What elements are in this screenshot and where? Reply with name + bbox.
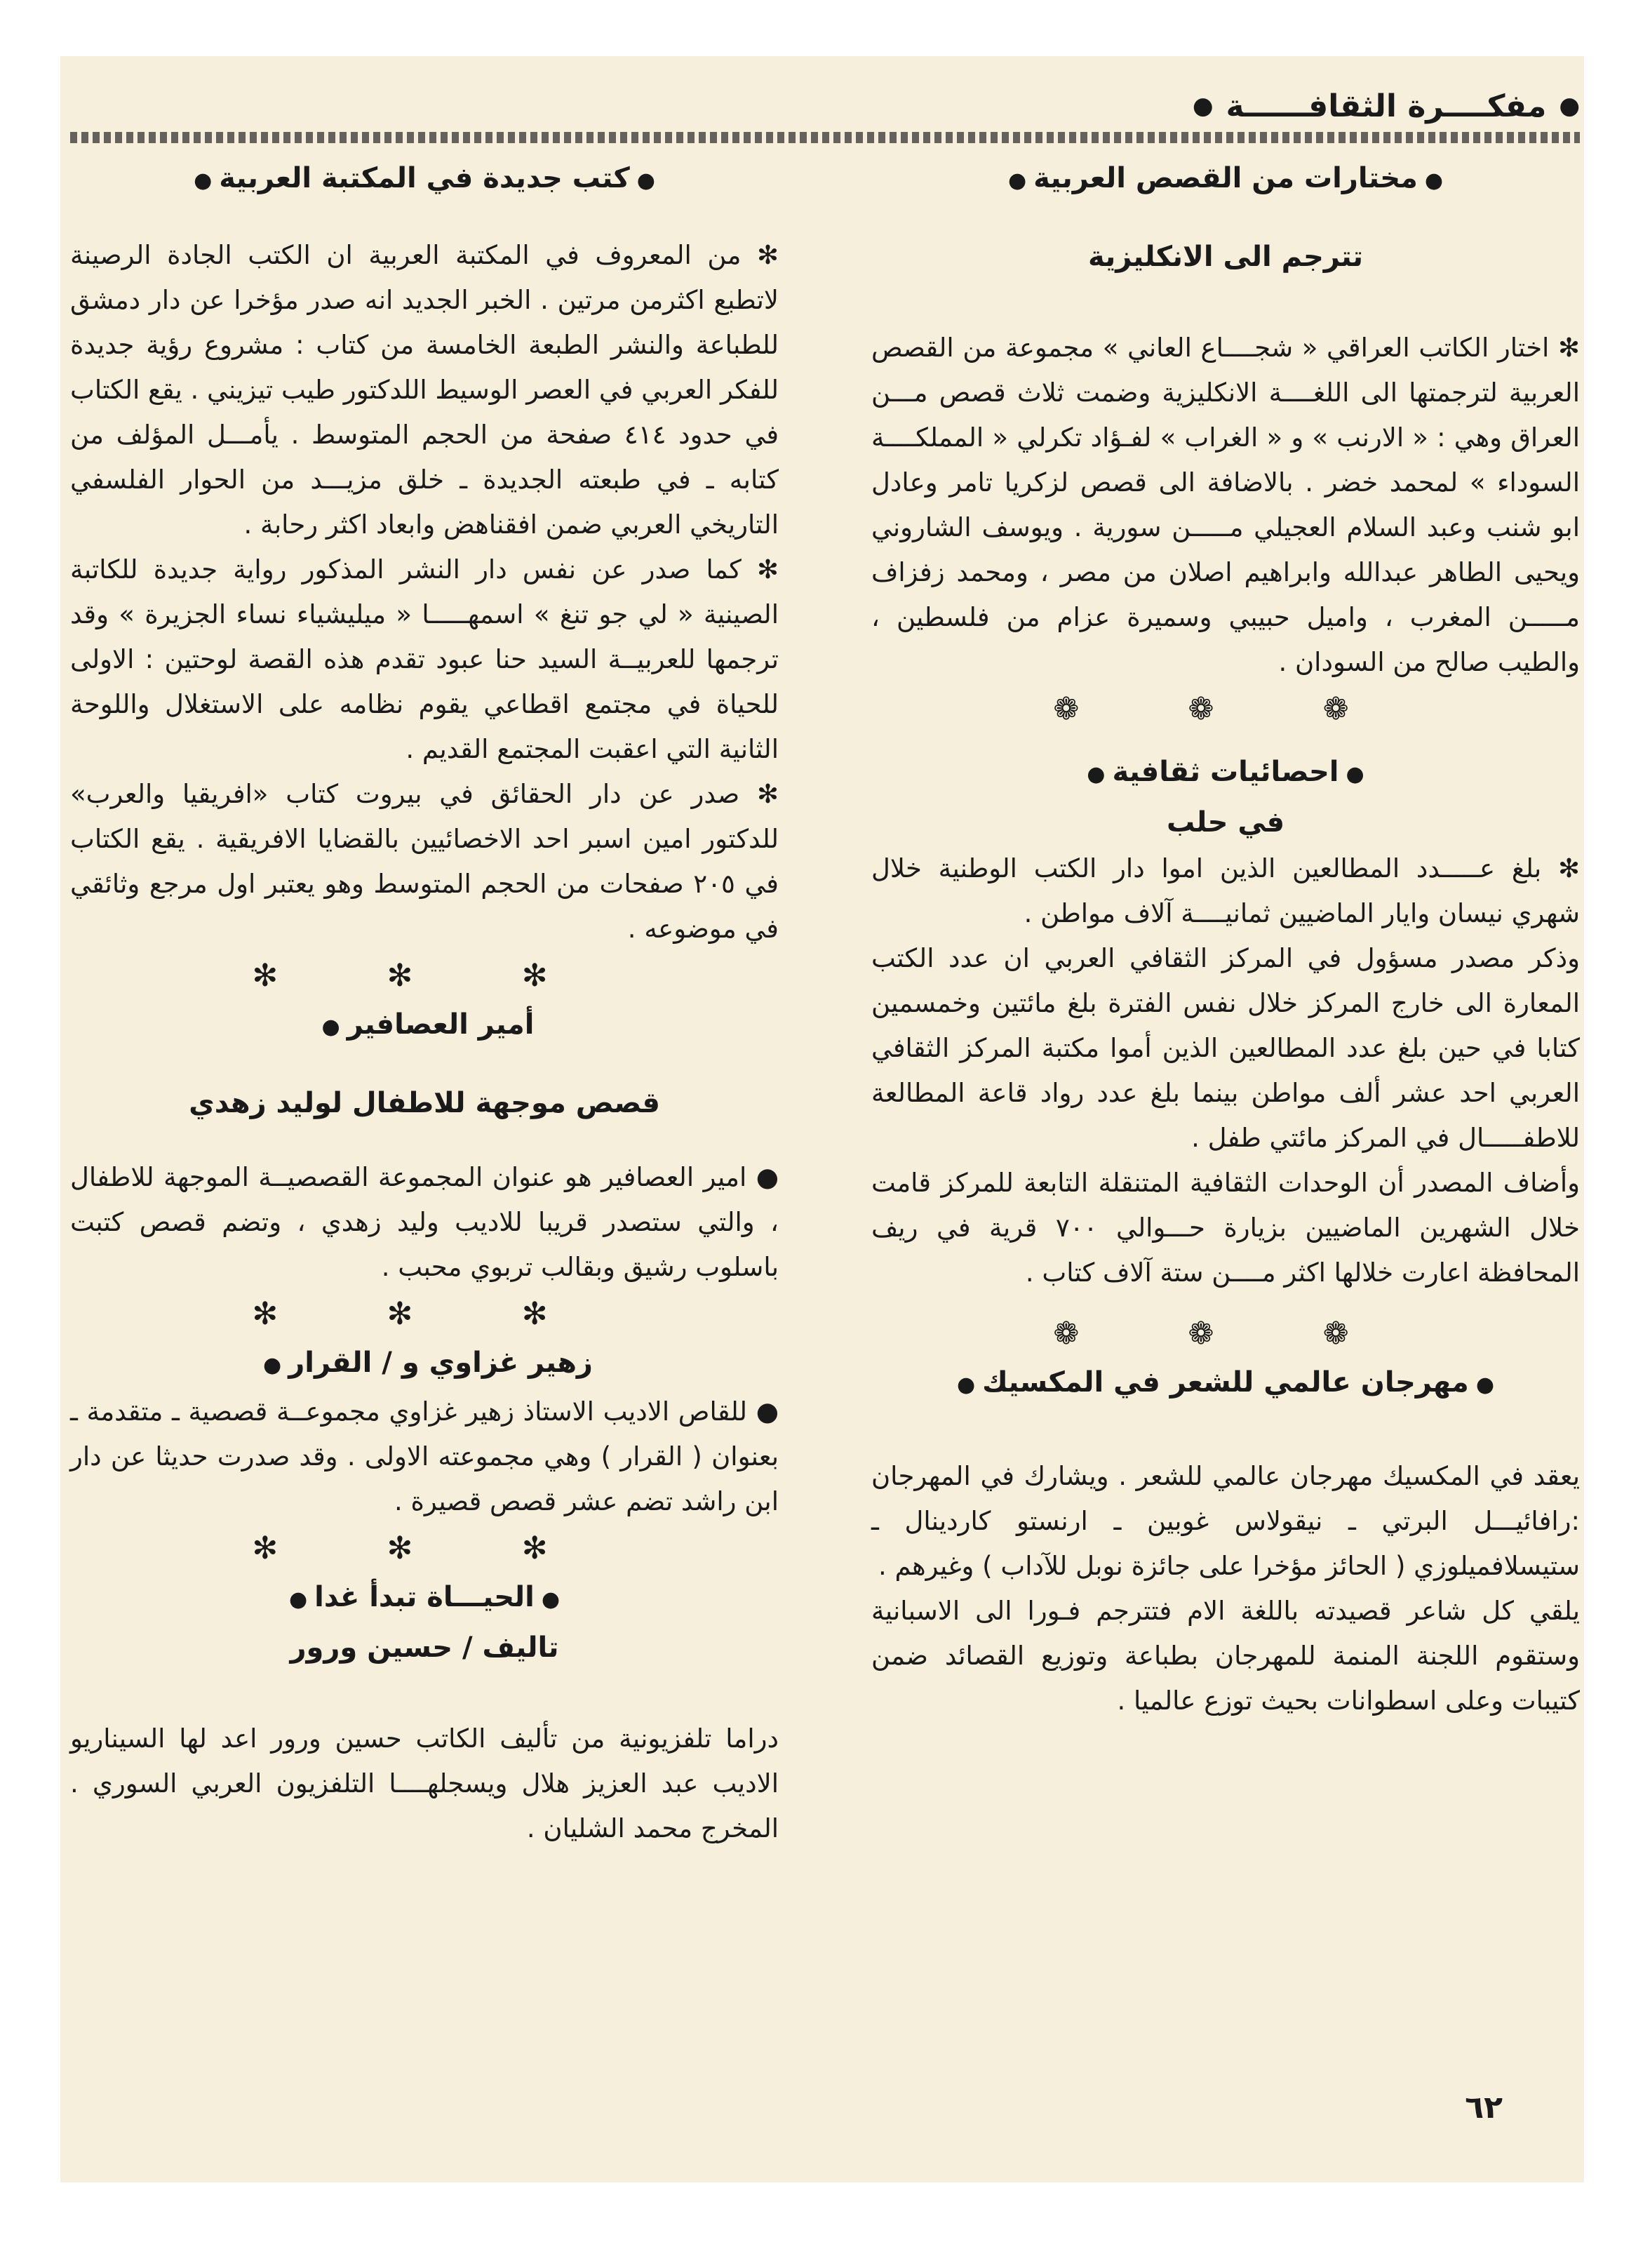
article-heading: زهير غزاوي و / القرار●: [263, 1347, 593, 1379]
bullet-icon: ●: [1424, 168, 1444, 193]
running-head: [70, 81, 1580, 131]
article-paragraph: ✻ صدر عن دار الحقائق في بيروت كتاب «افريقيا والعرب» للدكتور امين اسبر احد الاخصائيين بالقضايا الافريقية . يقع الكتاب في ٢٠٥ صفحات من الحجم المتوسط وهو يعتبر اول مرجع وثائقي في موضوعه .: [70, 779, 779, 944]
bullet-icon: ●: [541, 1587, 561, 1612]
bullet-icon: ●: [1475, 1373, 1495, 1397]
article-paragraph: ✻ بلغ عـــــدد المطالعين الذين اموا دار الكتب الوطنية خلال شهري نيسان وايار الماضيين ثمانيــــة آلاف مواطن .: [871, 853, 1580, 928]
article-paragraph: ✻ من المعروف في المكتبة العربية ان الكتب الجادة الرصينة لاتطبع اكثرمن مرتين . الخبر الجديد انه صدر مؤخرا عن دار دمشق للطباعة والنشر الطبعة الخامسة من كتاب : مشروع رؤية جديدة للفكر العربي في العصر الوسيط اللدكتور طيب تيزيني . يقع الكتاب في حدود ٤١٤ صفحة من الحجم المتوسط . يأمـــل المؤلف من كتابه ـ في طبعته الجديدة ـ خلق مزيـــد من الحوار الفلسفي التاريخي العربي ضمن افقناهض وابعاد اكثر رحابة .: [70, 240, 779, 540]
bullet-icon: ●: [1007, 168, 1027, 193]
article-paragraph: ● امير العصافير هو عنوان المجموعة القصصيــة الموجهة للاطفال ، والتي ستصدر قريبا للاديب وليد زهدي ، وتضم قصص كتبت باسلوب رشيق وبقالب تربوي محبب .: [70, 1162, 779, 1282]
article-subheading: تترجم الى الانكليزية: [1087, 241, 1364, 273]
article-subheading: قصص موجهة للاطفال لوليد زهدي: [189, 1087, 660, 1119]
article-subheading: تاليف / حسين ورور: [290, 1632, 559, 1664]
bullet-icon: ●: [263, 1353, 282, 1378]
bullet-icon: ●: [194, 168, 213, 193]
article-paragraph: وأضاف المصدر أن الوحدات الثقافية المتنقلة التابعة للمركز قامت خلال الشهرين الماضيين بزيارة حـــوالي ٧٠٠ قرية في ريف المحافظة اعارت خلالها اكثر مــــن ستة آلاف كتاب .: [871, 1168, 1580, 1288]
section-separator: ✻ ✻ ✻: [252, 1530, 597, 1566]
article-paragraph: ● للقاص الاديب الاستاذ زهير غزاوي مجموعــة قصصية ـ متقدمة ـ بعنوان ( القرار ) وهي مجموعته الاولى . وقد صدرت حديثا عن دار ابن راشد تضم عشر قصص قصيرة .: [70, 1396, 779, 1516]
bullet-icon: ●: [321, 1015, 340, 1039]
bullet-icon: ●: [956, 1373, 976, 1397]
article-heading: ●كتب جديدة في المكتبة العربية●: [194, 162, 655, 194]
section-separator: ❁ ❁ ❁: [1053, 691, 1398, 727]
article-heading: ●مهرجان عالمي للشعر في المكسيك●: [956, 1366, 1495, 1399]
bullet-icon: ●: [1559, 92, 1580, 120]
right-column: [871, 154, 1580, 1723]
bullet-icon: ●: [1346, 762, 1364, 787]
section-title: مفكــــرة الثقافــــــة: [1226, 88, 1547, 124]
article-heading: ●احصائيات ثقافية●: [1087, 756, 1364, 788]
bullet-icon: ●: [636, 168, 655, 193]
article-paragraph: ✻ اختار الكاتب العراقي « شجــــاع العاني » مجموعة من القصص العربية لترجمتها الى اللغــــة الانكليزية وضمت ثلاث قصص مـــن العراق وهي : « الارنب » و « الغراب » لفـؤاد تكرلي « المملكــــة السوداء » لمحمد خضر . بالاضافة الى قصص لزكريا تامر وعادل ابو شنب وعبد السلام العجيلي مـــــن سورية . ويوسف الشاروني ويحيى الطاهر عبدالله وابراهيم اصلان من مصر ، ومحمد زفزاف مـــــن المغرب ، واميل حبيبي وسميرة عزام من فلسطين ، والطيب صالح من السودان .: [871, 333, 1580, 677]
bullet-icon: ●: [288, 1587, 308, 1612]
article-subheading: في حلب: [1166, 806, 1285, 839]
section-separator: ✻ ✻ ✻: [252, 1296, 597, 1332]
article-heading: ●الحيـــاة تبدأ غدا●: [288, 1581, 561, 1613]
article-heading: ●مختارات من القصص العربية●: [1007, 162, 1444, 194]
article-paragraph: ✻ كما صدر عن نفس دار النشر المذكور رواية جديدة للكاتبة الصينية « لي جو تنغ » اسمهـــــا « ميليشياء نساء الجزيرة » وقد ترجمها للعربيــة السيد حنا عبود تقدم هذه القصة لوحتين : الاولى للحياة في مجتمع اقطاعي يقوم نظامه على الاستغلال واللوحة الثانية التي اعقبت المجتمع القديم .: [70, 554, 779, 764]
page-number: ٦٢: [1465, 2090, 1503, 2126]
article-paragraph: دراما تلفزيونية من تأليف الكاتب حسين ورور اعد لها السيناريو الاديب عبد العزيز هلال ويسجلهــــا التلفزيون العربي السوري . المخرج محمد الشليان .: [70, 1723, 779, 1843]
article-paragraph: وذكر مصدر مسؤول في المركز الثقافي العربي ان عدد الكتب المعارة الى خارج المركز خلال نفس الفترة بلغ مائتين وخمسمين كتابا في حين بلغ عدد المطالعين الذين أموا مكتبة المركز الثقافي العربي احد عشر ألف مواطن بينما بلغ عدد رواد قاعة المطالعة للاطفـــــال في المركز مائتي طفل .: [871, 943, 1580, 1153]
article-heading: أمير العصافير●: [321, 1008, 535, 1041]
header-divider: [70, 132, 1580, 143]
bullet-icon: ●: [1192, 92, 1214, 120]
left-column: [70, 154, 779, 1851]
article-paragraph: يعقد في المكسيك مهرجان عالمي للشعر . ويشارك في المهرجان :رافائيـــل البرتي ـ نيقولاس غوبين ـ ارنستو كاردينال ـ ستيسلافميلوزي ( الحائز مؤخرا على جائزة نوبل للآداب ) وغيرهم .: [871, 1461, 1580, 1581]
section-separator: ❁ ❁ ❁: [1053, 1316, 1398, 1352]
section-separator: ✻ ✻ ✻: [252, 958, 597, 994]
article-paragraph: يلقي كل شاعر قصيدته باللغة الام فتترجم فـورا الى الاسبانية وستقوم اللجنة المنمة للمهرجان بطباعة وتوزيع القصائد ضمن كتيبات وعلى اسطوانات بحيث توزع عالميا .: [871, 1596, 1580, 1716]
bullet-icon: ●: [1087, 762, 1106, 787]
